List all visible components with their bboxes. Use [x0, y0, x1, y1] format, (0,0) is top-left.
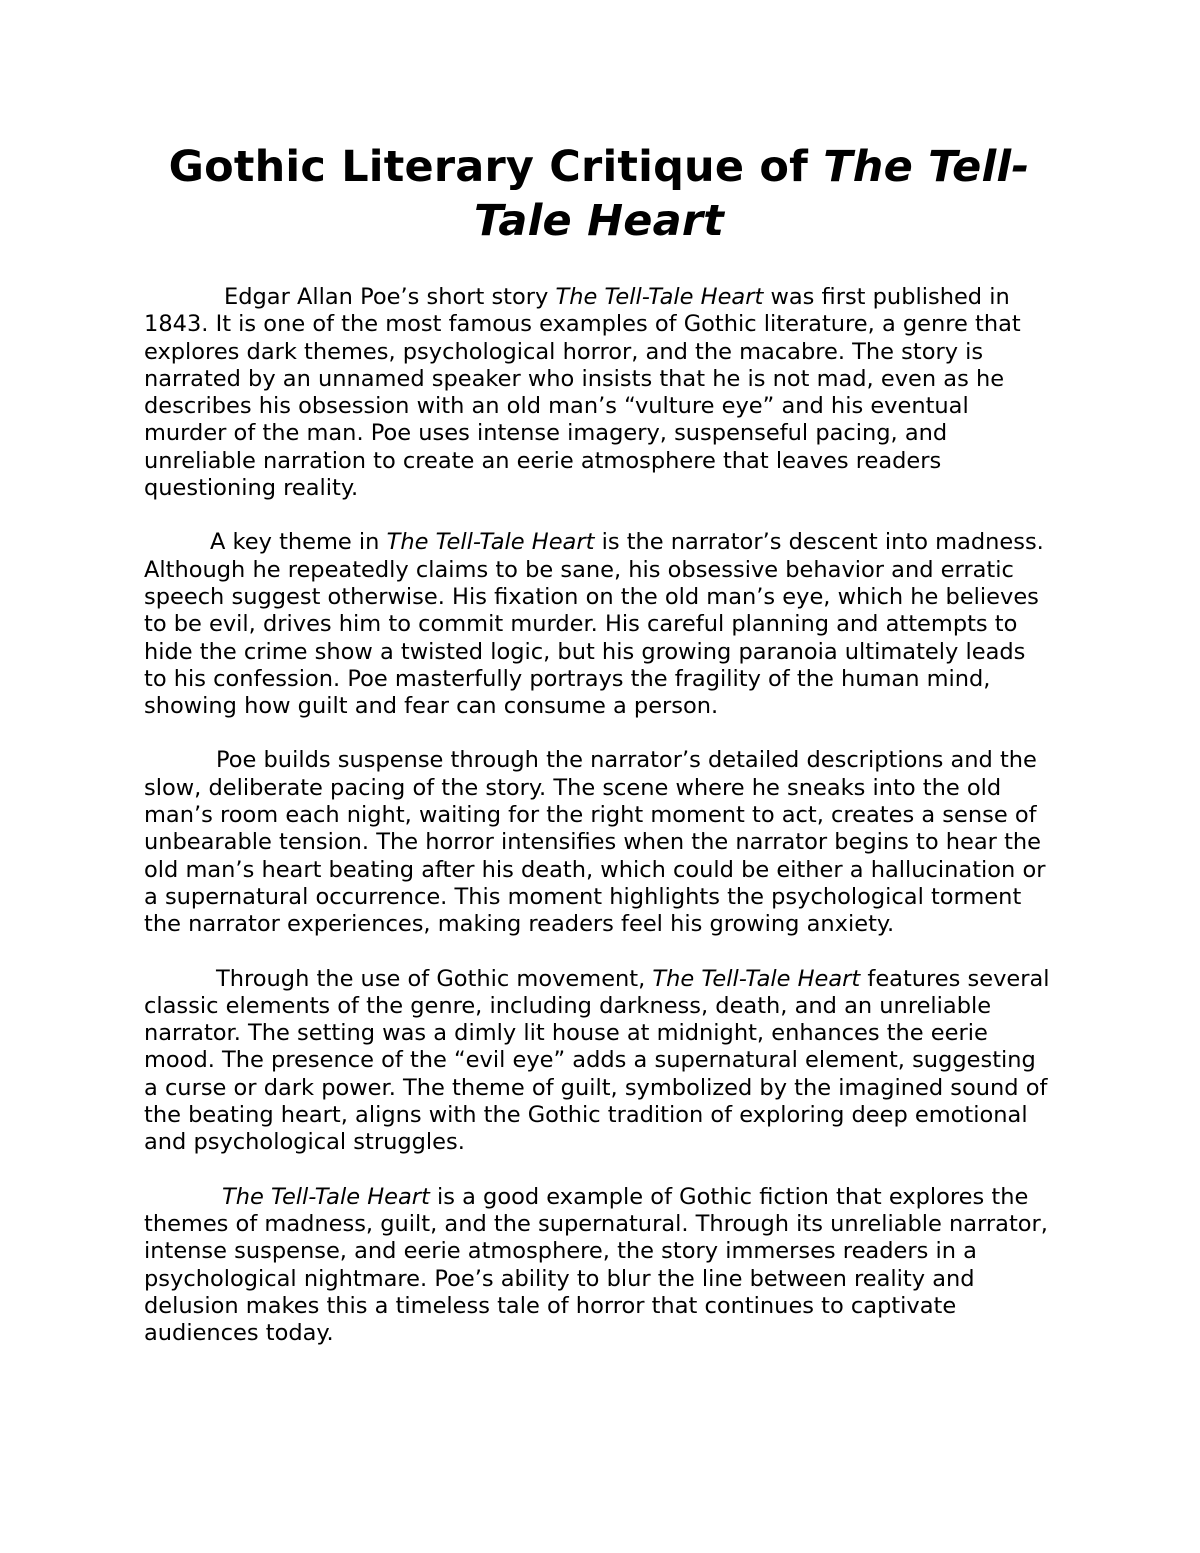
paragraph-text: Through the use of Gothic movement, — [216, 965, 653, 992]
paragraph-text: is a good example of Gothic fiction that explores the themes of madness, guilt, and the supernatural. Through its unreliable narrator, intense suspense, and eerie atmosphere, the story immerses readers in a psychological nightmare. Poe’s ability to blur the line between reality and delusion makes this a timeless tale of horror that continues to captivate audiences today. — [144, 1183, 1048, 1347]
paragraph-conclusion — [144, 1184, 1054, 1348]
title-italic-text: The Tell-Tale Heart — [473, 142, 1030, 246]
story-title-italic: The Tell-Tale Heart — [222, 1183, 430, 1210]
paragraph-text: Edgar Allan Poe’s short story — [224, 284, 556, 310]
document-title — [144, 140, 1054, 248]
story-title-italic: The Tell-Tale Heart — [386, 529, 595, 556]
paragraph-text: was first published in 1843. It is one of the most famous examples of Gothic literature, a genre that explores dark themes, psychological horror, and the macabre. The story is narrated by an unnamed speaker who insists that he is not mad, even as he describes his obsession with an old man’s “vulture eye” and his eventual murder of the man. Poe uses intense imagery, suspenseful pacing, and unreliable narration to create an eerie atmosphere that leaves readers questioning reality. — [144, 284, 1021, 502]
paragraph-text: features several classic elements of the genre, including darkness, death, and an unreliable narrator. The setting was a dimly lit house at midnight, enhances the eerie mood. The presence of the “evil eye” adds a supernatural element, suggesting a curse or dark power. The theme of guilt, symbolized by the imagined sound of the beating heart, aligns with the Gothic tradition of exploring deep emotional and psychological struggles. — [144, 965, 1050, 1156]
story-title-italic: The Tell-Tale Heart — [652, 965, 861, 992]
paragraph-text: is the narrator’s descent into madness. Although he repeatedly claims to be sane, his obsessive behavior and erratic speech suggest otherwise. His fixation on the old man’s eye, which he believes to be evil, drives him to commit murder. His careful planning and attempts to hide the crime show a twisted logic, but his growing paranoia ultimately leads to his confession. Poe masterfully portrays the fragility of the human mind, showing how guilt and fear can consume a person. — [144, 529, 1044, 720]
paragraph-introduction — [144, 284, 1054, 502]
paragraph-text: Poe builds suspense through the narrator’s detailed descriptions and the slow, deliberate pacing of the story. The scene where he sneaks into the old man’s room each night, waiting for the right moment to act, creates a sense of unbearable tension. The horror intensifies when the narrator begins to hear the old man’s heart beating after his death, which could be either a hallucination or a supernatural occurrence. This moment highlights the psychological torment the narrator experiences, making readers feel his growing anxiety. — [144, 747, 1046, 938]
paragraph-text: A key theme in — [210, 529, 387, 556]
story-title-italic: The Tell-Tale Heart — [555, 284, 764, 310]
paragraph-gothic-elements — [144, 966, 1054, 1157]
title-text: Gothic Literary Critique of — [168, 142, 824, 192]
paragraph-suspense — [144, 747, 1054, 938]
paragraph-madness-theme — [144, 529, 1054, 720]
